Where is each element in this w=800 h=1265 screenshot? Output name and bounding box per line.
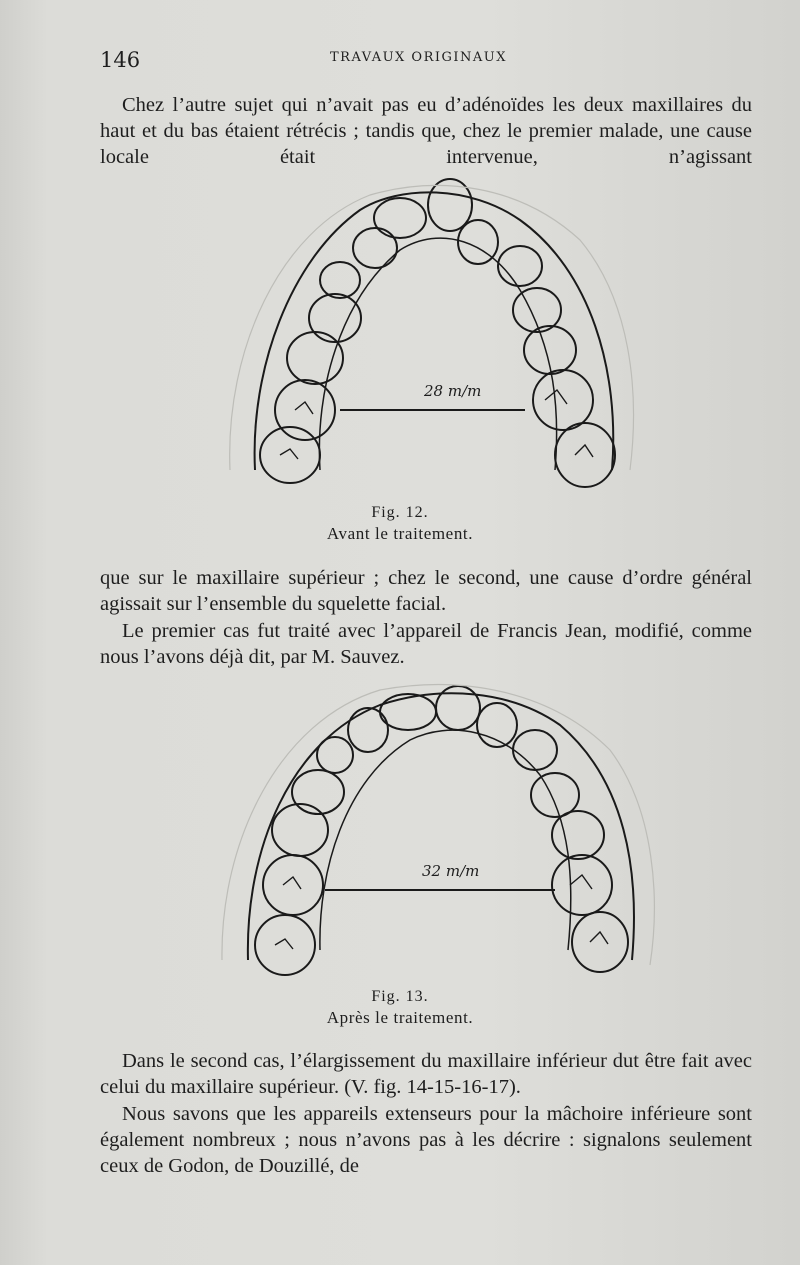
dental-arch-after-illustration <box>0 680 800 980</box>
figure-label: Fig. 13. <box>371 988 429 1005</box>
paragraph-2: que sur le maxillaire supérieur ; chez le second, une cause d’ordre général agissait sur l’ensemble du squelette facial. <box>100 567 752 615</box>
measurement-label: 32 m/m <box>422 862 480 880</box>
measurement-label: 28 m/m <box>424 382 482 400</box>
paragraph-5: Nous savons que les appareils extenseurs pour la mâchoire inférieure sont également nombreux ; nous n’avons pas à les décrire : signalons seulement ceux de Godon, de Douzillé, de <box>100 1103 752 1177</box>
paragraph-4: Dans le second cas, l’élargissement du maxillaire inférieur dut être fait avec celui du maxillaire supérieur. (V. fig. 14-15-16-17). <box>100 1050 752 1098</box>
figure-13 <box>0 680 800 1030</box>
figure-12 <box>0 170 800 550</box>
page-header <box>100 44 750 74</box>
dental-arch-before-illustration <box>0 170 800 500</box>
figure-label: Fig. 12. <box>371 504 429 521</box>
page-number: 146 <box>100 48 141 72</box>
figure-caption: Avant le traitement. <box>326 524 474 543</box>
running-title: TRAVAUX ORIGINAUX <box>330 50 508 65</box>
figure-caption: Après le traitement. <box>326 1008 474 1027</box>
paragraph-1: Chez l’autre sujet qui n’avait pas eu d’adénoïdes les deux maxillaires du haut et du bas étaient rétrécis ; tandis que, chez le premier malade, une cause locale était intervenue, n’agissant <box>100 94 752 168</box>
paragraph-3: Le premier cas fut traité avec l’appareil de Francis Jean, modifié, comme nous l’avons déjà dit, par M. Sauvez. <box>100 620 752 668</box>
